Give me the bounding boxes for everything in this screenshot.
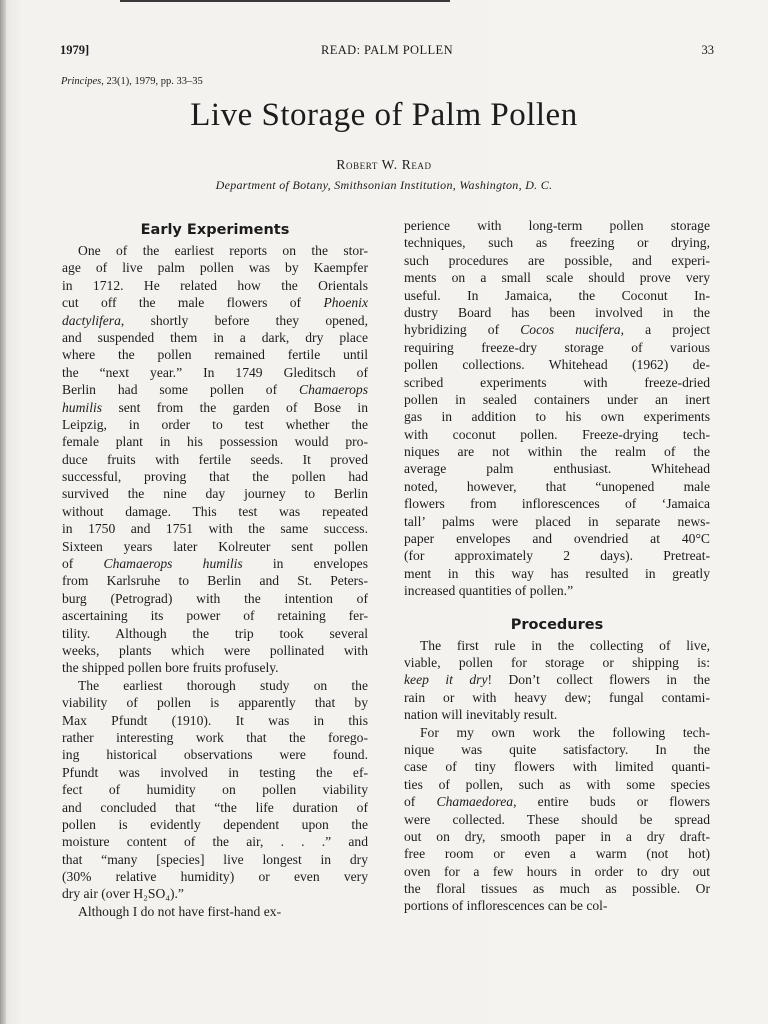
text-line: dactylifera, shortly before they opened, <box>62 312 368 328</box>
text-line: the floral tissues as much as possible. Or <box>404 881 710 897</box>
text-line: nique was quite satisfactory. In the <box>404 741 710 757</box>
running-head-title: READ: PALM POLLEN <box>320 43 454 57</box>
right-column <box>404 217 710 915</box>
text-line: duce fruits with fertile seeds. It proved <box>62 451 368 467</box>
text-line: with coconut pollen. Freeze-drying tech- <box>404 426 710 442</box>
citation-details: 23(1), 1979, pp. 33–35 <box>103 76 203 87</box>
text-line: were collected. These should be spread <box>404 811 710 827</box>
right-column-text-bottom <box>404 637 710 915</box>
text-line: in 1712. He related how the Orientals <box>62 277 368 293</box>
text-line: viable, pollen for storage or shipping is: <box>404 654 710 670</box>
text-line: cut off the male flowers of Phoenix <box>62 295 368 311</box>
text-line: Leipzig, in order to test whether the <box>62 416 368 432</box>
text-line: For my own work the following tech- <box>420 724 710 740</box>
text-line: pollen is evidently dependent upon the <box>62 816 368 832</box>
text-line: free room or even a warm (not hot) <box>404 846 710 862</box>
section-gap <box>404 600 710 614</box>
text-line: ments on a small scale should prove very <box>404 270 710 286</box>
text-line: and concluded that “the life duration of <box>62 799 368 815</box>
text-line: of Chamaerops humilis in envelopes <box>62 556 368 572</box>
page-spine-shadow <box>0 0 6 1024</box>
text-line: (for approximately 2 days). Pretreat- <box>404 548 710 564</box>
text-line: oven for a few hours in order to dry out <box>404 863 710 879</box>
text-line: Max Pfundt (1910). It was in this <box>62 712 368 728</box>
text-line: nation will inevitably result. <box>404 707 558 723</box>
text-line: case of tiny flowers with limited quanti- <box>404 759 710 775</box>
citation-line <box>61 76 203 87</box>
running-head <box>60 43 714 61</box>
running-head-year: 1979] <box>60 43 90 57</box>
text-line: from Karlsruhe to Berlin and St. Peters- <box>62 573 368 589</box>
text-line: useful. In Jamaica, the Coconut In- <box>404 287 710 303</box>
text-line: ascertaining its power of retaining fer- <box>62 608 368 624</box>
text-line: humilis sent from the garden of Bose in <box>62 399 368 415</box>
page-number: 33 <box>701 43 714 57</box>
text-line: The first rule in the collecting of live, <box>420 637 710 653</box>
text-line: portions of inflorescences can be col- <box>404 898 608 914</box>
text-line: Sixteen years later Kolreuter sent pollen <box>62 538 368 554</box>
text-line: viability of pollen is apparently that by <box>62 695 368 711</box>
text-line: pollen collections. Whitehead (1962) de- <box>404 357 710 373</box>
text-line: (30% relative humidity) or even very <box>62 869 368 885</box>
text-line: One of the earliest reports on the stor- <box>78 243 368 258</box>
text-line: out on dry, smooth paper in a dry draft- <box>404 828 710 844</box>
text-line: successful, proving that the pollen had <box>62 469 368 485</box>
text-line: of Chamaedorea, entire buds or flowers <box>404 794 710 810</box>
article-author: Robert W. Read <box>336 157 432 172</box>
text-line: where the pollen remained fertile until <box>62 347 368 363</box>
text-line: scribed experiments with freeze-dried <box>404 374 710 390</box>
top-rule <box>120 0 450 2</box>
text-line: flowers from inflorescences of ‘Jamaica <box>404 496 710 512</box>
text-line: fect of humidity on pollen viability <box>62 782 368 798</box>
article-title: Live Storage of Palm Pollen <box>190 97 578 133</box>
section-heading-early-experiments: Early Experiments <box>140 222 290 238</box>
text-line: Berlin had some pollen of Chamaerops <box>62 382 368 398</box>
text-line: ment in this way has resulted in greatly <box>404 565 710 581</box>
left-column-text <box>62 242 368 920</box>
text-line: without damage. This test was repeated <box>62 503 368 519</box>
text-line: such procedures are possible, and experi- <box>404 252 710 268</box>
text-line: in 1750 and 1751 with the same success. <box>62 521 368 537</box>
text-line: average palm enthusiast. Whitehead <box>404 461 710 477</box>
author-affiliation: Department of Botany, Smithsonian Institution, Washington, D. C. <box>215 178 553 192</box>
text-line: tall’ palms were placed in separate news- <box>404 513 710 529</box>
section-heading-procedures: Procedures <box>510 616 604 633</box>
text-line: the shipped pollen bore fruits profusely. <box>62 660 279 676</box>
text-line: female plant in his possession would pro- <box>62 434 368 450</box>
text-line: ing historical observations were found. <box>62 747 368 763</box>
text-line: and suspended them in a dark, dry place <box>62 329 368 345</box>
text-line: techniques, such as freezing or drying, <box>404 235 710 251</box>
text-line: pollen in sealed containers under an inert <box>404 391 710 407</box>
text-line: the “next year.” In 1749 Gleditsch of <box>62 364 368 380</box>
text-line: perience with long-term pollen storage <box>404 218 710 233</box>
text-line: ties of pollen, such as with some species <box>404 776 710 792</box>
text-line: increased quantities of pollen.” <box>404 583 574 599</box>
text-line: paper envelopes and ovendried at 40°C <box>404 531 710 547</box>
text-line: weeks, plants which were pollinated with <box>62 642 368 658</box>
text-line: dustry Board has been involved in the <box>404 304 710 320</box>
left-column <box>62 221 368 920</box>
text-line: The earliest thorough study on the <box>78 677 368 693</box>
text-line: Pfundt was involved in testing the ef- <box>62 764 368 780</box>
text-line: rather interesting work that the forego- <box>62 729 368 745</box>
text-line: that “many [species] live longest in dry <box>62 851 368 867</box>
text-line: age of live palm pollen was by Kaempfer <box>62 260 368 276</box>
text-line: burg (Petrograd) with the intention of <box>62 590 368 606</box>
text-line: requiring freeze-dry storage of various <box>404 339 710 355</box>
text-line: niques are not within the realm of the <box>404 444 710 460</box>
text-line: rain or with heavy dew; fungal contami- <box>404 689 710 705</box>
right-column-text-top <box>404 217 710 600</box>
text-line: moisture content of the air, . . .” and <box>62 834 368 850</box>
text-line: tility. Although the trip took several <box>62 625 368 641</box>
journal-name: Principes, <box>61 76 104 87</box>
text-line: Although I do not have first-hand ex- <box>78 903 282 919</box>
text-line: survived the nine day journey to Berlin <box>62 486 368 502</box>
text-line: hybridizing of Cocos nucifera, a project <box>404 322 710 338</box>
text-line: gas in addition to his own experiments <box>404 409 710 425</box>
text-line: noted, however, that “unopened male <box>404 478 710 494</box>
text-line: dry air (over H₂SO₄).” <box>62 886 184 902</box>
text-line: keep it dry! Don’t collect flowers in the <box>404 672 710 688</box>
